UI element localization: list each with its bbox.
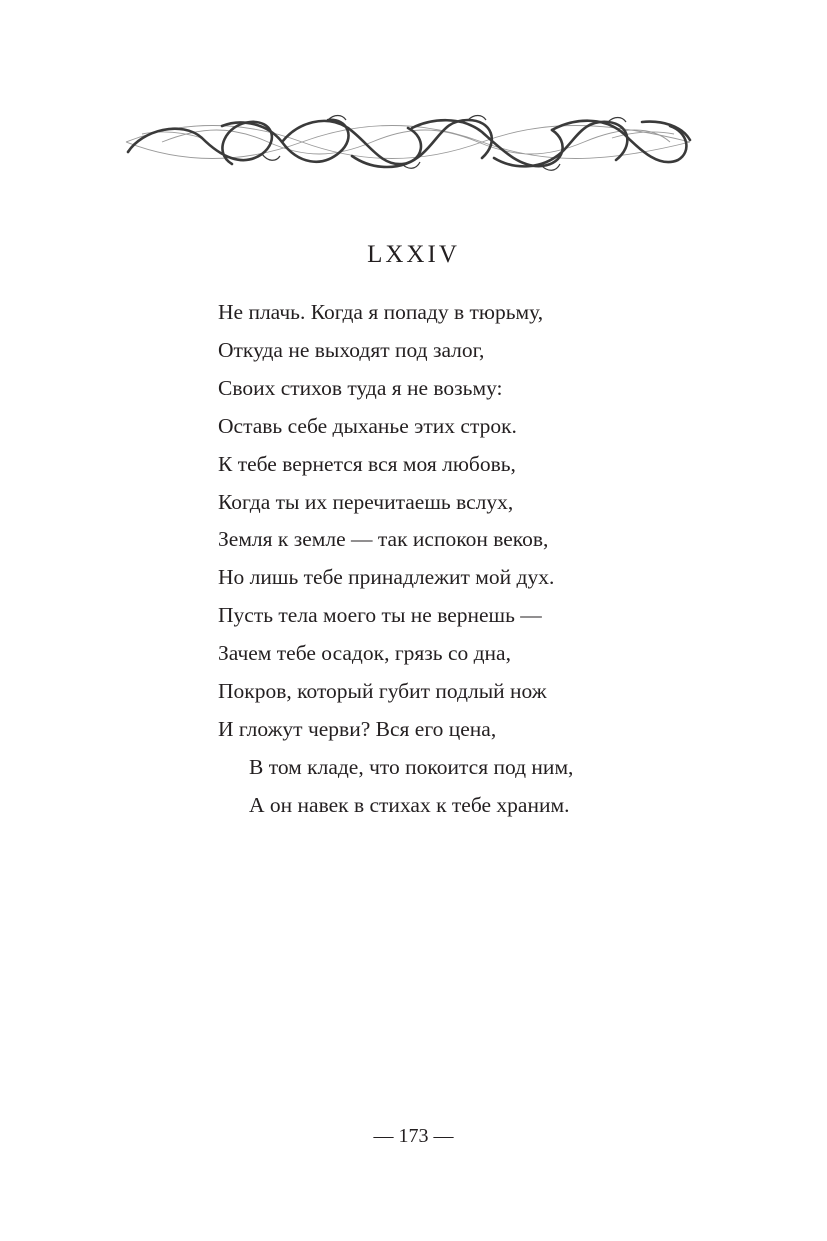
- page-number: — 173 —: [373, 1125, 454, 1147]
- poem-line: Оставь себе дыханье этих строк.: [218, 413, 517, 438]
- poem-line: К тебе вернется вся моя любовь,: [218, 451, 516, 476]
- poem-line: Покров, который губит подлый нож: [218, 679, 547, 704]
- poem-line: Зачем тебе осадок, грязь со дна,: [218, 641, 511, 666]
- ornament-divider: [122, 112, 694, 174]
- poem-body: [218, 294, 738, 825]
- poem-line: Не плачь. Когда я попаду в тюрьму,: [218, 300, 544, 324]
- flourish-divider-icon: [122, 112, 694, 174]
- couplet-line: В том кладе, что покоится под ним,: [249, 754, 574, 779]
- poem-line: Пусть тела моего ты не вернешь —: [218, 603, 542, 628]
- poem-line: Земля к земле — так испокон веков,: [218, 527, 549, 552]
- poem-line: Но лишь тебе принадлежит мой дух.: [218, 565, 555, 590]
- sonnet-title: LXXIV: [367, 241, 460, 268]
- couplet-line: А он навек в стихах к тебе храним.: [249, 792, 570, 817]
- poem-line: Когда ты их перечитаешь вслух,: [218, 489, 514, 514]
- poem-line: Своих стихов туда я не возьму:: [218, 375, 503, 400]
- poem-line: Откуда не выходят под залог,: [218, 337, 485, 362]
- poem-line: И гложут черви? Вся его цена,: [218, 716, 497, 741]
